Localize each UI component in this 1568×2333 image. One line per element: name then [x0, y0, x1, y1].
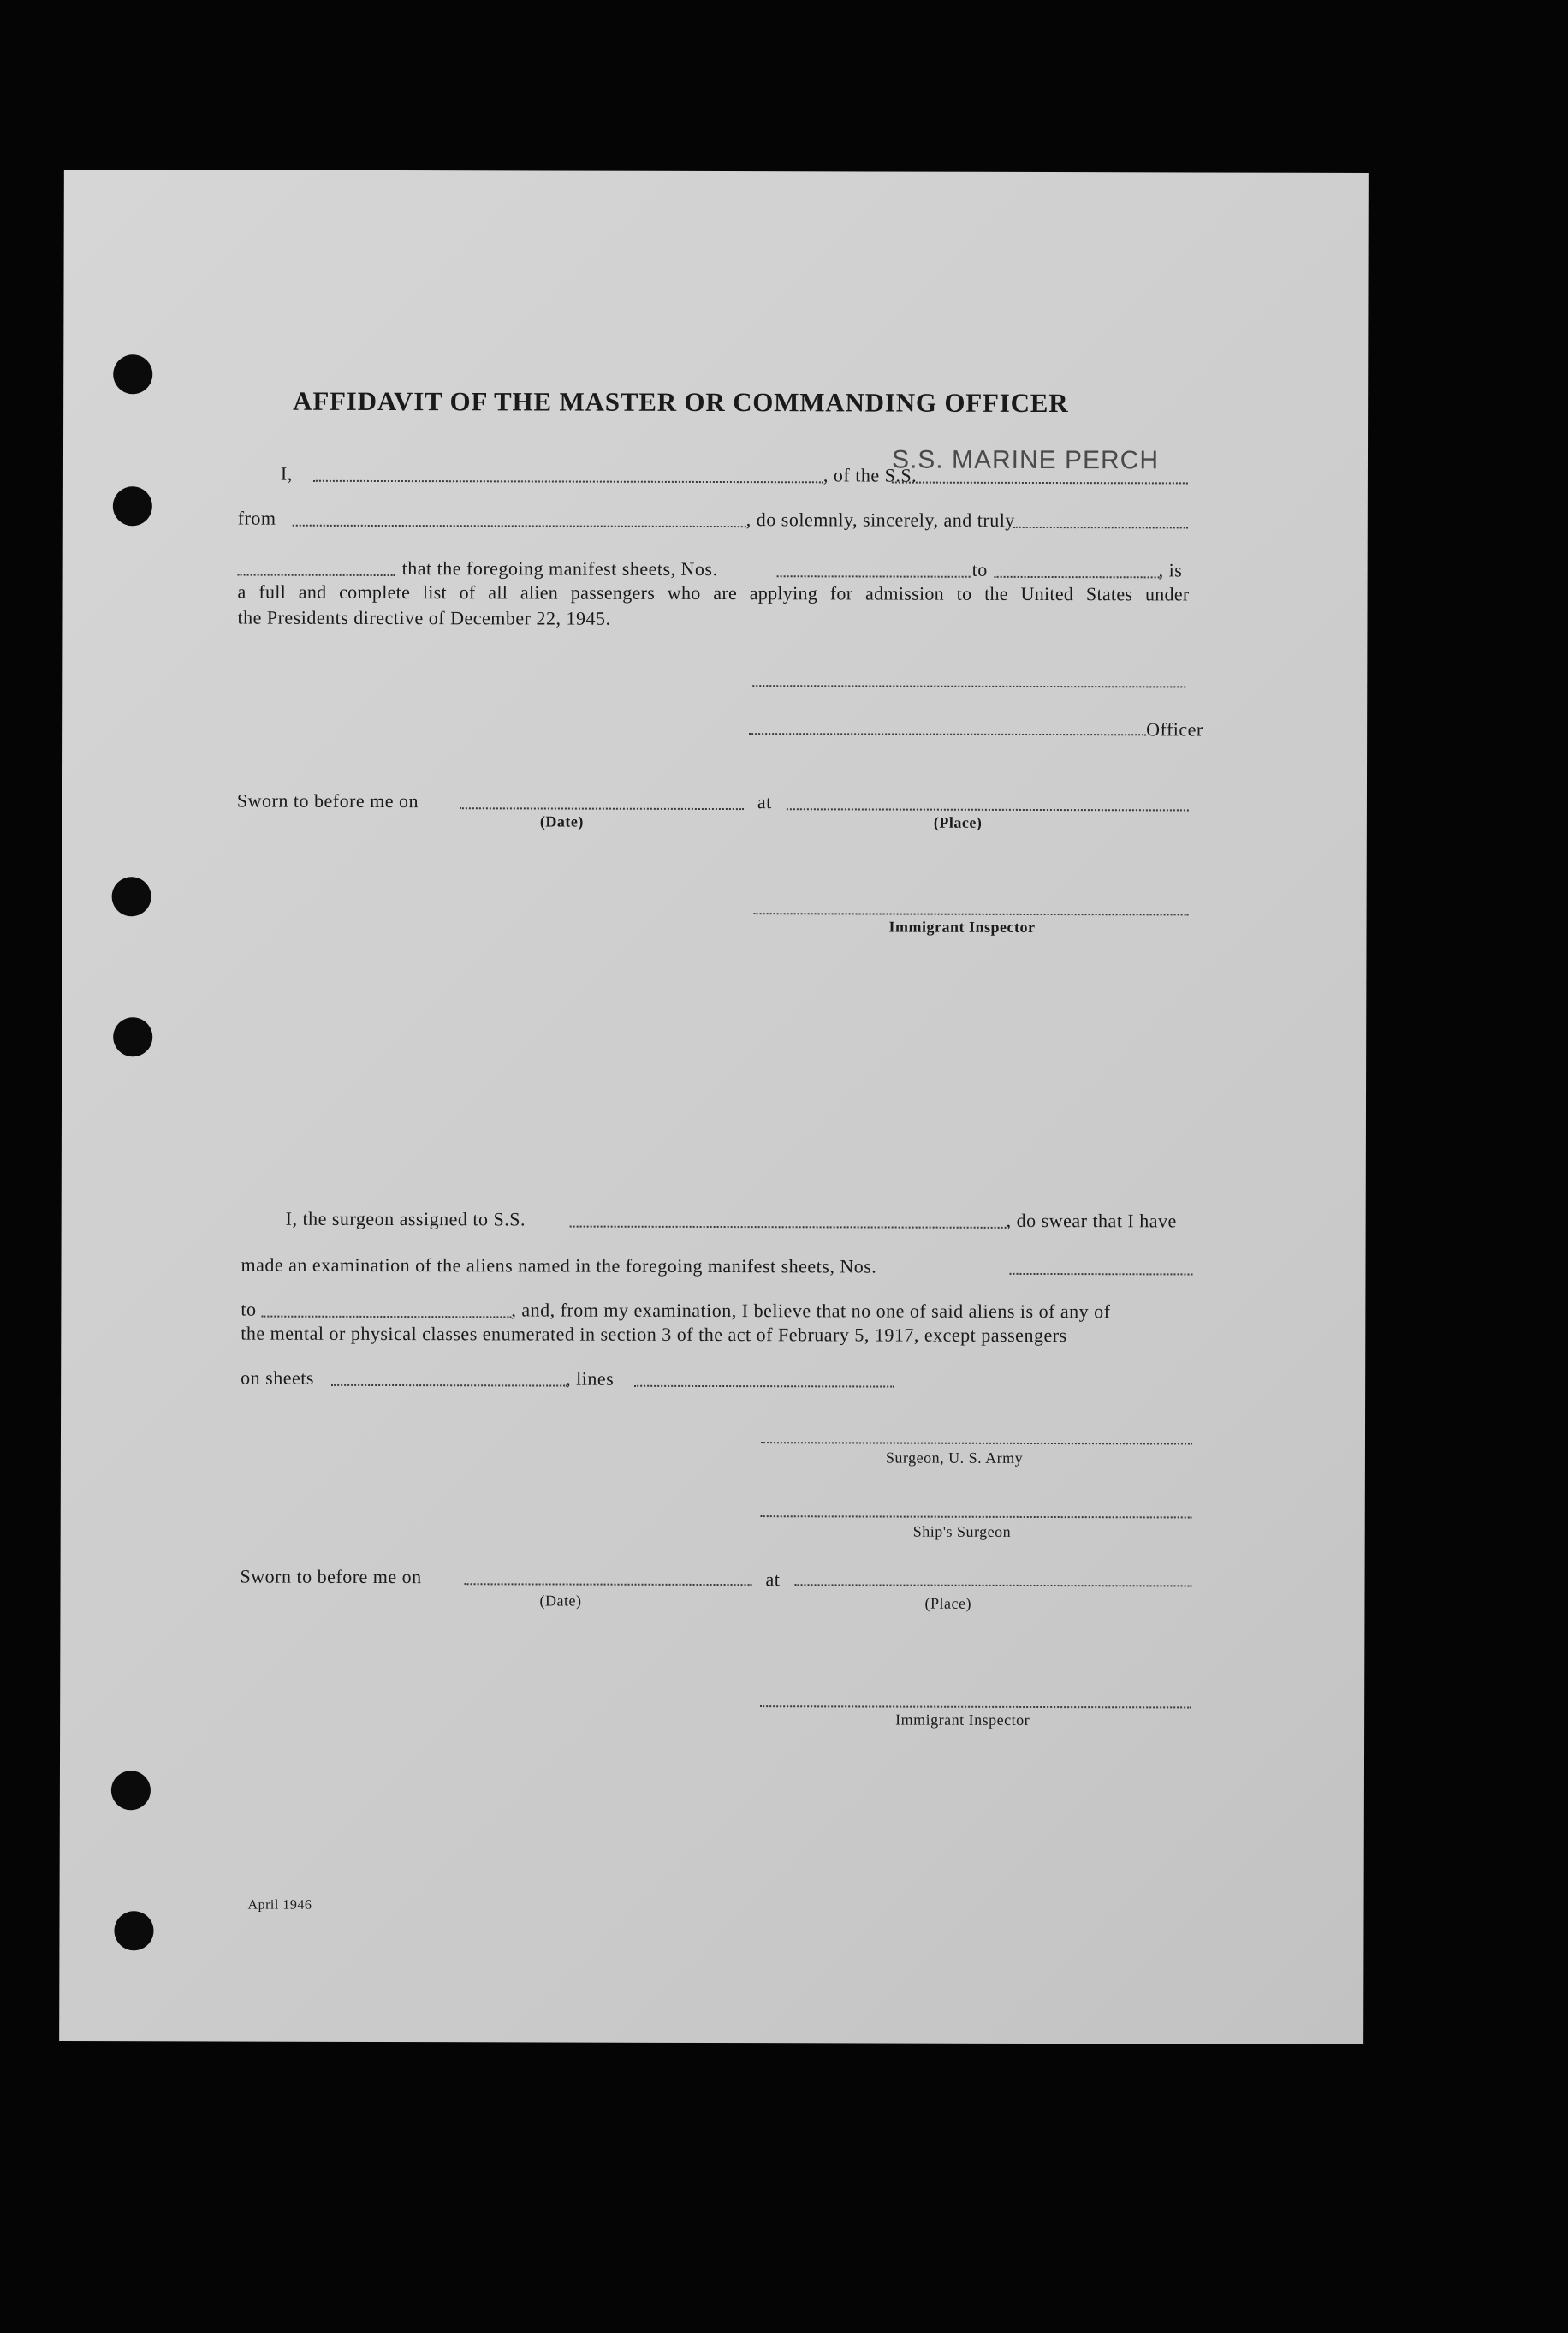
truly-blank[interactable] [1013, 527, 1188, 529]
sheets-blank[interactable] [331, 1384, 567, 1387]
officer-blank[interactable] [749, 733, 1146, 735]
page-title: AFFIDAVIT OF THE MASTER OR COMMANDING OFFICER [293, 385, 1069, 419]
surgeon-line-start: I, the surgeon assigned to S.S. [285, 1207, 526, 1230]
nos-to-blank[interactable] [995, 576, 1162, 579]
of-ss-label: , of the S.S. [823, 464, 918, 486]
punch-hole [112, 877, 151, 916]
inspector-blank[interactable] [754, 913, 1189, 915]
at-label: at [757, 791, 772, 813]
from-blank[interactable] [293, 525, 746, 527]
ship-blank[interactable] [892, 482, 1188, 485]
surgeon-date-blank[interactable] [465, 1583, 752, 1586]
date-caption: (Date) [539, 812, 584, 830]
surgeon-line: made an examination of the aliens named in the foregoing manifest sheets, Nos. [241, 1253, 877, 1277]
oath-blank[interactable] [238, 574, 395, 576]
ship-surgeon-caption: Ship's Surgeon [912, 1522, 1012, 1540]
surgeon-place-blank[interactable] [795, 1584, 1192, 1586]
sworn-label: Sworn to before me on [236, 789, 419, 812]
lines-blank[interactable] [634, 1385, 894, 1388]
date-caption: (Date) [539, 1592, 582, 1610]
ship-name-stamp: S.S. MARINE PERCH [891, 445, 1160, 475]
surgeon-to-label: to [241, 1298, 257, 1320]
sworn-label: Sworn to before me on [240, 1565, 422, 1588]
surgeon-to-blank[interactable] [261, 1316, 511, 1318]
document-page [59, 170, 1369, 2044]
date-blank[interactable] [460, 807, 744, 810]
i-label: I, [280, 462, 293, 485]
surgeon-line: the mental or physical classes enumerated in section 3 of the act of February 5, 1917, except passengers [241, 1322, 1067, 1347]
from-label: from [237, 507, 276, 529]
solemnly-text: , do solemnly, sincerely, and truly [745, 509, 1015, 531]
is-label: , is [1158, 559, 1183, 581]
on-sheets-label: on sheets [241, 1366, 314, 1389]
manifest-intro: that the foregoing manifest sheets, Nos. [401, 557, 718, 580]
punch-hole [113, 486, 152, 526]
affidavit-line: a full and complete list of all alien passengers who are applying for admission to the United States under [237, 580, 1190, 605]
place-caption: (Place) [933, 813, 983, 831]
punch-hole [113, 1017, 152, 1056]
punch-hole [113, 354, 152, 394]
affidavit-line: the Presidents directive of December 22, 1945. [237, 606, 611, 629]
name-blank[interactable] [313, 480, 823, 484]
signature-blank[interactable] [752, 685, 1185, 687]
surgeon-line: , and, from my examination, I believe that no one of said aliens is of any of [511, 1299, 1111, 1323]
at-label: at [765, 1568, 781, 1591]
officer-label: Officer [1146, 718, 1203, 741]
place-caption: (Place) [924, 1594, 971, 1612]
nos-from-blank[interactable] [777, 575, 971, 578]
inspector-caption: Immigrant Inspector [888, 918, 1036, 936]
punch-hole [111, 1771, 151, 1810]
surgeon-nos-blank[interactable] [1009, 1273, 1192, 1276]
lines-label: , lines [566, 1367, 615, 1390]
form-date: April 1946 [247, 1897, 312, 1913]
to-label: to [971, 558, 988, 580]
surgeon-inspector-blank[interactable] [760, 1705, 1191, 1708]
place-blank[interactable] [787, 808, 1189, 811]
army-surgeon-blank[interactable] [761, 1442, 1192, 1444]
surgeon-ship-blank[interactable] [570, 1226, 1007, 1229]
punch-hole [114, 1911, 153, 1950]
inspector-caption: Immigrant Inspector [895, 1711, 1030, 1729]
ship-surgeon-blank[interactable] [761, 1515, 1192, 1518]
army-surgeon-caption: Surgeon, U. S. Army [885, 1449, 1024, 1467]
surgeon-line-end: , do swear that I have [1006, 1209, 1177, 1232]
